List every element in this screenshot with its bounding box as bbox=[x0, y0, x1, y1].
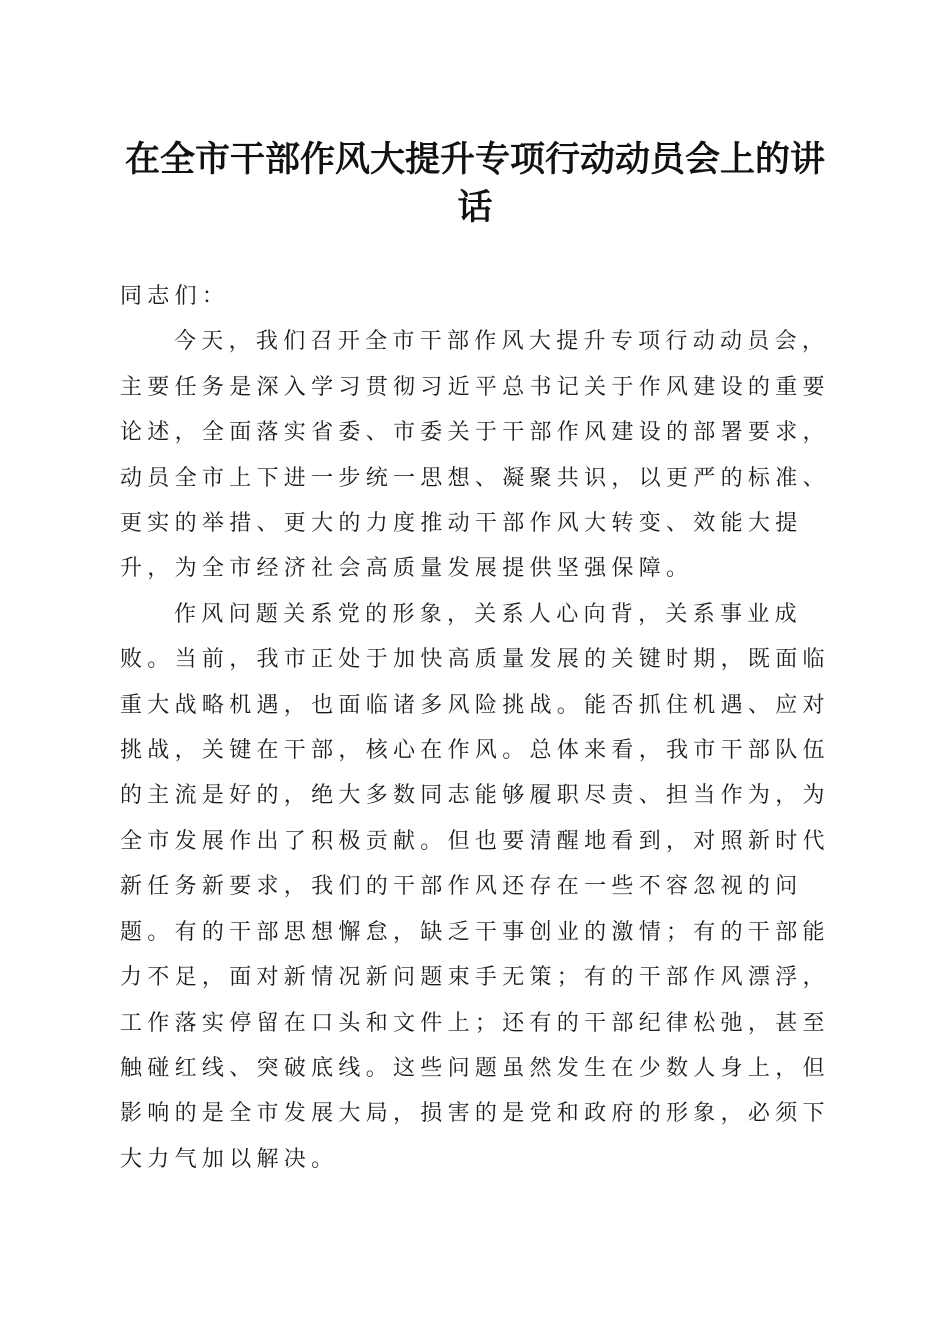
salutation: 同志们： bbox=[120, 284, 230, 309]
paragraph-2: 作风问题关系党的形象，关系人心向背，关系事业成败。当前，我市正处于加快高质量发展的关键时期，既面临重大战略机遇，也面临诸多风险挑战。能否抓住机遇、应对挑战，关键在干部，核心在作风。总体来看，我市干部队伍的主流是好的，绝大多数同志能够履职尽责、担当作为，为全市发展作出了积极贡献。但也要清醒地看到，对照新时代新任务新要求，我们的干部作风还存在一些不容忽视的问题。有的干部思想懈怠，缺乏干事创业的激情；有的干部能力不足，面对新情况新问题束手无策；有的干部作风漂浮，工作落实停留在口头和文件上；还有的干部纪律松弛，甚至触碰红线、突破底线。这些问题虽然发生在少数人身上，但影响的是全市发展大局，损害的是党和政府的形象，必须下大力气加以解决。 bbox=[120, 601, 830, 1172]
document-title: 在全市干部作风大提升专项行动动员会上的讲话 bbox=[124, 139, 825, 228]
paragraph-1: 今天，我们召开全市干部作风大提升专项行动动员会，主要任务是深入学习贯彻习近平总书记关于作风建设的重要论述，全面落实省委、市委关于干部作风建设的部署要求，动员全市上下进一步统一思想、凝聚共识，以更严的标准、更实的举措、更大的力度推动干部作风大转变、效能大提升，为全市经济社会高质量发展提供坚强保障。 bbox=[120, 329, 830, 582]
document-body bbox=[120, 274, 832, 1182]
